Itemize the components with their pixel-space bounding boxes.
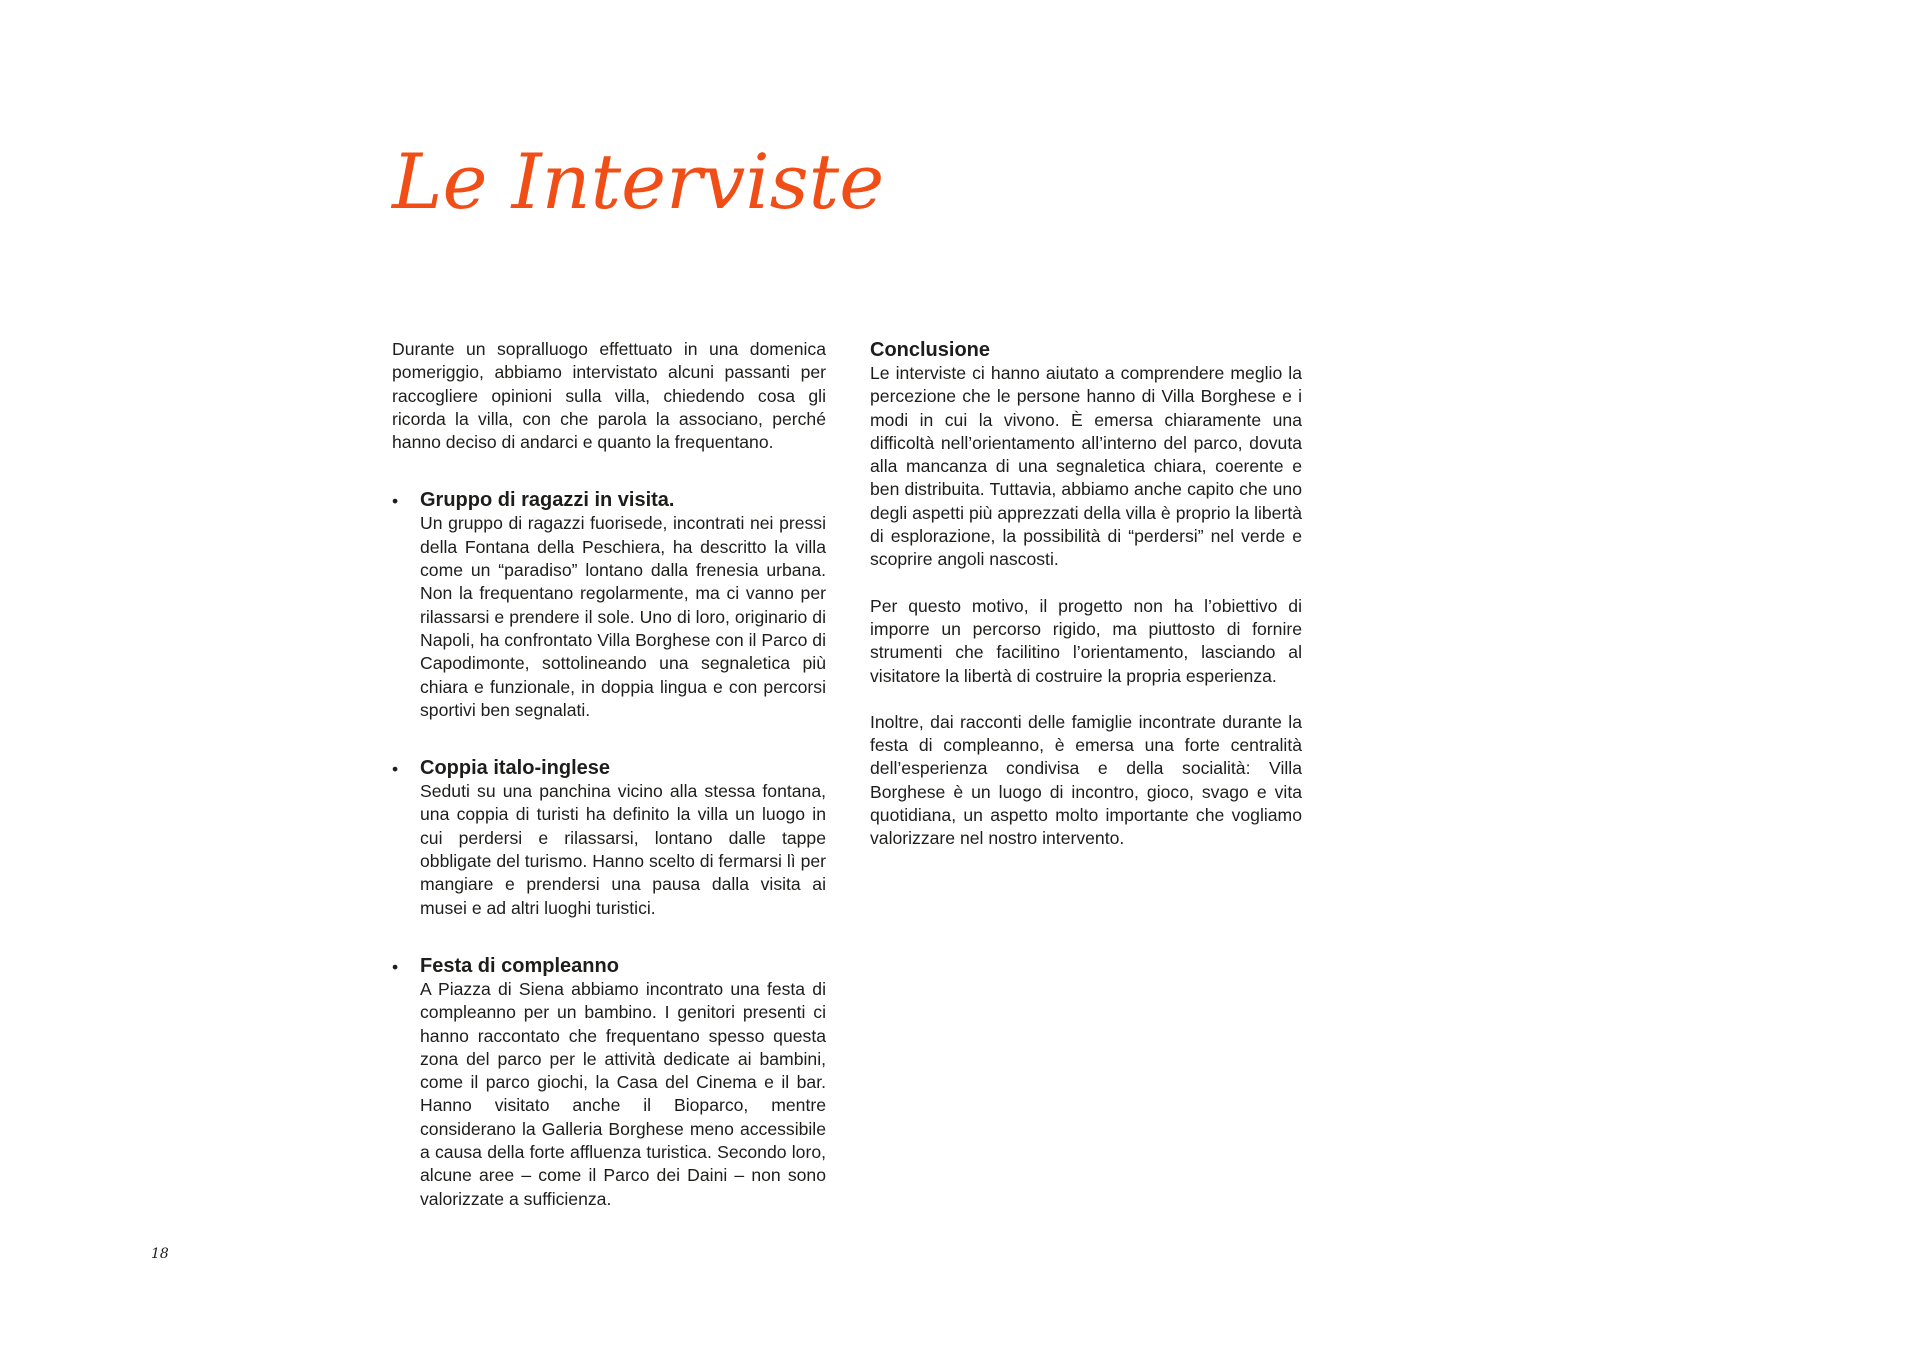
page-title: Le Interviste <box>392 137 885 226</box>
bullet-icon: • <box>392 759 399 780</box>
interview-text: A Piazza di Siena abbiamo incontrato una festa di compleanno per un bambino. I genitori presenti ci hanno raccontato che frequentano spesso questa zona del parco per le attività dedicate ai bambini, come il parco giochi, la Casa del Cinema e il bar. Hanno visitato anche il Bioparco, mentre considerano la Galleria Borghese meno accessibile a causa della forte affluenza turistica. Secondo loro, alcune aree – come il Parco dei Daini – non sono valorizzate a sufficienza. <box>420 978 826 1209</box>
bullet-icon: • <box>392 491 399 512</box>
conclusion-paragraph: Inoltre, dai racconti delle famiglie incontrate durante la festa di compleanno, è emersa una forte centralità dell’esperienza condivisa e della socialità: Villa Borghese è un luogo di incontro, gioco, svago e vita quotidiana, un aspetto molto importante che vogliamo valorizzare nel nostro intervento. <box>870 711 1302 849</box>
conclusion-paragraph: Per questo motivo, il progetto non ha l’obiettivo di imporre un percorso rigido, ma piuttosto di fornire strumenti che facilitino l’orientamento, lasciando al visitatore la libertà di costruire la propria esperienza. <box>870 595 1302 686</box>
interview-text: Un gruppo di ragazzi fuorisede, incontrati nei pressi della Fontana della Peschiera, ha descritto la villa come un “paradiso” lontano dalla frenesia urbana. Non la frequentano regolarmente, ma ci vanno per rilassarsi e prendere il sole. Uno di loro, originario di Napoli, ha confrontato Villa Borghese con il Parco di Capodimonte, sottolineando una segnaletica più chiara e funzionale, in doppia lingua e con percorsi sportivi ben segnalati. <box>420 513 826 720</box>
left-column <box>392 338 826 1211</box>
bullet-icon: • <box>392 956 399 977</box>
intro-paragraph: Durante un sopralluogo effettuato in una domenica pomeriggio, abbiamo intervistato alcuni passanti per raccogliere opinioni sulla villa, chiedendo cosa gli ricorda la villa, con che parola la associano, perché hanno deciso di andarci e quanto la frequentano. <box>392 339 826 453</box>
interview-text: Seduti su una panchina vicino alla stessa fontana, una coppia di turisti ha definito la villa un luogo in cui perdersi e rilassarsi, lontano dalle tappe obbligate del turismo. Hanno scelto di fermarsi lì per mangiare e prendersi una pausa dalla visita ai musei e ad altri luoghi turistici. <box>420 781 826 918</box>
interview-item-birthday <box>392 954 826 1211</box>
interview-title: Gruppo di ragazzi in visita. <box>420 489 675 512</box>
interview-title: Festa di compleanno <box>420 954 619 977</box>
page-number: 18 <box>151 1246 169 1262</box>
interview-title: Coppia italo-inglese <box>420 757 611 780</box>
interview-item-couple <box>392 756 826 920</box>
conclusion-heading: Conclusione <box>870 339 991 361</box>
right-column <box>870 338 1302 851</box>
conclusion-paragraph: Le interviste ci hanno aiutato a comprendere meglio la percezione che le persone hanno di Villa Borghese e i modi in cui la vivono. È emersa chiaramente una difficoltà nell’orientamento all’interno del parco, dovuta alla mancanza di una segnaletica chiara, coerente e ben distribuita. Tuttavia, abbiamo anche capito che uno degli aspetti più apprezzati della villa è proprio la libertà di esplorazione, la possibilità di “perdersi” nel verde e scoprire angoli nascosti. <box>870 363 1302 570</box>
interview-list <box>392 488 826 1210</box>
interview-item-students <box>392 488 826 722</box>
